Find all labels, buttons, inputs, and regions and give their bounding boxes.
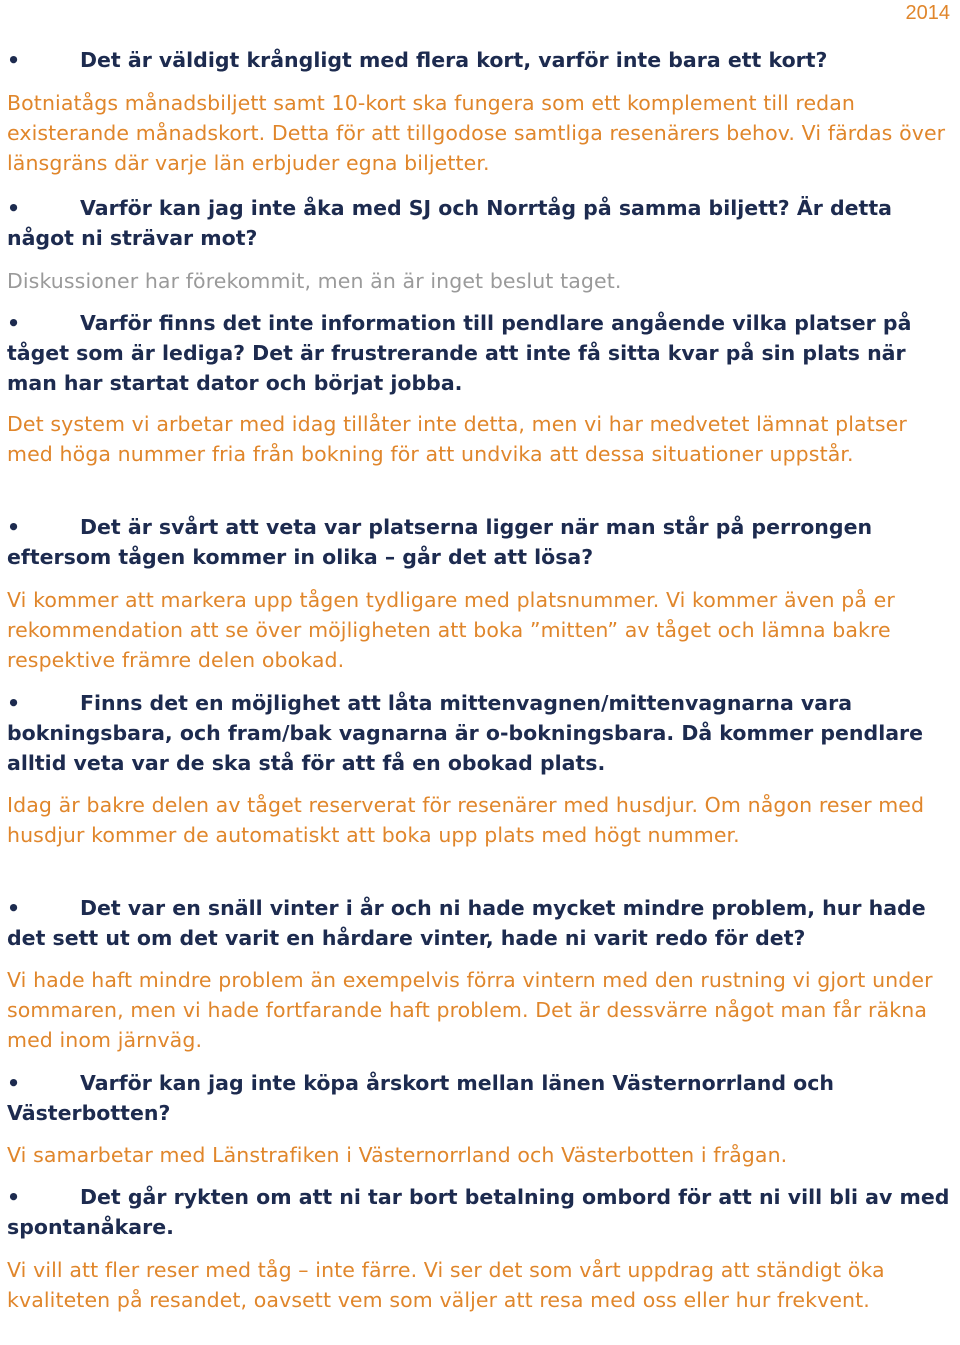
answer-1: Botniatågs månadsbiljett samt 10-kort ska fungera som ett komplement till redan existerande månadskort. Detta för att tillgodose samtliga resenärers behov. Vi färdas över länsgräns där varje län erbjuder egna biljetter. [7, 91, 946, 175]
question-text: Det går rykten om att ni tar bort betalning ombord för att ni vill bli av med spontanåkare. [7, 1185, 950, 1239]
question-1 [7, 45, 955, 75]
question-text: Varför finns det inte information till pendlare angående vilka platser på tåget som är lediga? Det är frustrerande att inte få sitta kvar på sin plats när man har startat dator och börjat jobba. [7, 311, 912, 395]
bullet-icon: • [7, 691, 21, 715]
question-6 [7, 893, 955, 953]
answer-6: Vi hade haft mindre problem än exempelvis förra vintern med den rustning vi gjort under sommaren, men vi hade fortfarande haft problem. Det är dessvärre något man får räkna med inom järnväg. [7, 968, 933, 1052]
question-text: Varför kan jag inte åka med SJ och Norrtåg på samma biljett? Är detta något ni strävar mot? [7, 196, 892, 250]
question-text: Finns det en möjlighet att låta mittenvagnen/mittenvagnarna vara bokningsbara, och fram/bak vagnarna är o-bokningsbara. Då kommer pendlare alltid veta var de ska stå för att få en obokad plats. [7, 691, 924, 775]
answer-4: Vi kommer att markera upp tågen tydligare med platsnummer. Vi kommer även på er rekommendation att se över möjligheten att boka ”mitten” av tåget och lämna bakre respektive främre delen obokad. [7, 588, 895, 672]
answer-8: Vi vill att fler reser med tåg – inte färre. Vi ser det som vårt uppdrag att ständigt öka kvaliteten på resandet, oavsett vem som väljer att resa med oss eller hur frekvent. [7, 1258, 885, 1312]
bullet-icon: • [7, 896, 21, 920]
answer-5: Idag är bakre delen av tåget reserverat för resenärer med husdjur. Om någon reser med husdjur kommer de automatiskt att boka upp plats med högt nummer. [7, 793, 925, 847]
question-2 [7, 193, 955, 253]
question-text: Det är väldigt krångligt med flera kort, varför inte bara ett kort? [80, 48, 828, 72]
question-8 [7, 1182, 955, 1242]
bullet-icon: • [7, 1185, 21, 1209]
question-4 [7, 512, 955, 572]
question-text: Varför kan jag inte köpa årskort mellan länen Västernorrland och Västerbotten? [7, 1071, 834, 1125]
answer-7: Vi samarbetar med Länstrafiken i Västernorrland och Västerbotten i frågan. [7, 1143, 788, 1167]
question-text: Det var en snäll vinter i år och ni hade mycket mindre problem, hur hade det sett ut om det varit en hårdare vinter, hade ni varit redo för det? [7, 896, 926, 950]
bullet-icon: • [7, 515, 21, 539]
bullet-icon: • [7, 48, 21, 72]
header-year: 2014 [905, 2, 950, 24]
question-7 [7, 1068, 955, 1128]
question-text: Det är svårt att veta var platserna ligger när man står på perrongen eftersom tågen kommer in olika – går det att lösa? [7, 515, 873, 569]
bullet-icon: • [7, 311, 21, 335]
answer-3: Det system vi arbetar med idag tillåter inte detta, men vi har medvetet lämnat platser med höga nummer fria från bokning för att undvika att dessa situationer uppstår. [7, 412, 907, 466]
question-3 [7, 308, 955, 398]
bullet-icon: • [7, 196, 21, 220]
question-5 [7, 688, 955, 778]
bullet-icon: • [7, 1071, 21, 1095]
answer-2: Diskussioner har förekommit, men än är inget beslut taget. [7, 269, 622, 293]
